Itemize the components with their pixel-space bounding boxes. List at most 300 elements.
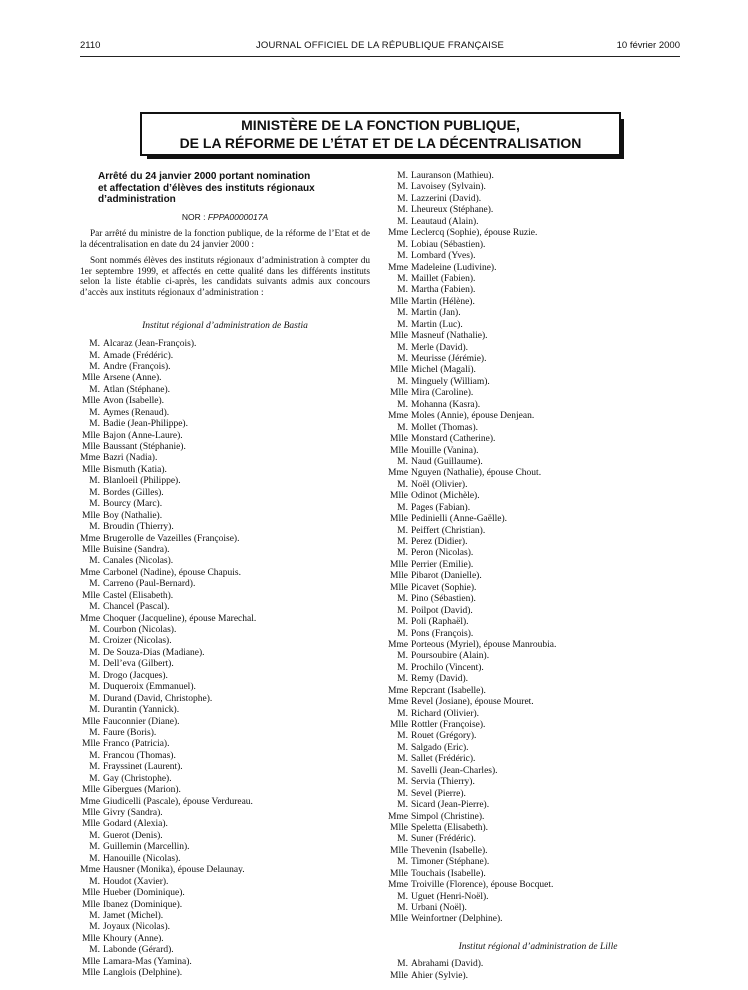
- bastia-name-list-continued: [388, 171, 688, 926]
- person-name: Merle (David).: [411, 342, 468, 353]
- person-name: Odinot (Michèle).: [411, 491, 480, 502]
- civil-title: M.: [89, 762, 100, 773]
- civil-title: M.: [89, 659, 100, 670]
- name-entry: [388, 331, 688, 342]
- name-entry: [388, 526, 688, 537]
- name-entry: [388, 971, 688, 982]
- name-entry: [80, 545, 370, 556]
- name-entry: [388, 514, 688, 525]
- person-name: Arsene (Anne).: [103, 373, 162, 384]
- civil-title: M.: [89, 556, 100, 567]
- person-name: Mira (Caroline).: [411, 388, 474, 399]
- name-entry: [388, 892, 688, 903]
- person-name: Frayssinet (Laurent).: [103, 762, 183, 773]
- person-name: Moles (Annie), épouse Denjean.: [411, 411, 535, 422]
- civil-title: M.: [89, 945, 100, 956]
- person-name: Boy (Nathalie).: [103, 510, 163, 521]
- name-entry: [80, 751, 370, 762]
- name-entry: [388, 731, 688, 742]
- name-entry: [388, 606, 688, 617]
- person-name: Givry (Sandra).: [103, 808, 163, 818]
- person-name: Lheureux (Stéphane).: [411, 205, 494, 216]
- name-entry: [80, 877, 370, 888]
- person-name: Hausner (Monika), épouse Delaunay.: [103, 865, 245, 876]
- name-entry: [80, 488, 370, 499]
- left-column: [80, 171, 370, 980]
- civil-title: M.: [397, 422, 408, 433]
- name-entry: [80, 774, 370, 785]
- civil-title: M.: [397, 479, 408, 490]
- name-entry: [80, 385, 370, 396]
- person-name: Gay (Christophe).: [103, 773, 172, 784]
- nor-reference: [80, 212, 370, 224]
- name-entry: [80, 534, 370, 545]
- name-entry: [388, 194, 688, 205]
- name-entry: [388, 400, 688, 411]
- civil-title: Mlle: [82, 899, 100, 910]
- page-number: 2110: [80, 40, 101, 51]
- name-entry: [388, 297, 688, 308]
- person-name: Pibarot (Danielle).: [411, 571, 482, 582]
- page-header: [80, 40, 680, 54]
- civil-title: M.: [397, 765, 408, 776]
- name-entry: [388, 846, 688, 857]
- name-entry: [388, 228, 688, 239]
- person-name: Drogo (Jacques).: [103, 670, 168, 681]
- civil-title: Mme: [388, 685, 409, 696]
- civil-title: Mme: [388, 411, 409, 422]
- person-name: Servia (Thierry).: [411, 777, 475, 788]
- person-name: Richard (Olivier).: [411, 708, 480, 719]
- civil-title: Mlle: [390, 296, 408, 307]
- name-entry: [80, 339, 370, 350]
- decree-title-line-3: d’administration: [98, 194, 176, 205]
- civil-title: M.: [397, 319, 408, 330]
- person-name: Godard (Alexia).: [103, 819, 168, 830]
- civil-title: M.: [397, 628, 408, 639]
- person-name: Choquer (Jacqueline), épouse Marechal.: [103, 613, 257, 624]
- name-entry: [388, 354, 688, 365]
- civil-title: Mlle: [82, 888, 100, 899]
- civil-title: Mme: [388, 639, 409, 650]
- name-entry: [388, 709, 688, 720]
- person-name: Pages (Fabian).: [411, 502, 471, 513]
- civil-title: M.: [89, 487, 100, 498]
- civil-title: M.: [397, 731, 408, 742]
- name-entry: [388, 743, 688, 754]
- name-entry: [388, 800, 688, 811]
- person-name: Nguyen (Nathalie), épouse Chout.: [411, 468, 542, 479]
- civil-title: Mlle: [390, 822, 408, 833]
- name-entry: [388, 423, 688, 434]
- person-name: Guerot (Denis).: [103, 830, 163, 841]
- right-column: [388, 171, 688, 982]
- person-name: Peron (Nicolas).: [411, 548, 474, 559]
- person-name: Martin (Jan).: [411, 308, 461, 319]
- person-name: Alcaraz (Jean-François).: [103, 339, 197, 350]
- civil-title: M.: [397, 754, 408, 765]
- name-entry: [80, 728, 370, 739]
- name-entry: [80, 625, 370, 636]
- person-name: Lobiau (Sébastien).: [411, 239, 486, 250]
- name-entry: [388, 217, 688, 228]
- person-name: Monstard (Catherine).: [411, 434, 496, 445]
- person-name: Touchais (Isabelle).: [411, 868, 486, 879]
- person-name: Peiffert (Christian).: [411, 525, 486, 536]
- name-entry: [388, 754, 688, 765]
- civil-title: Mlle: [390, 445, 408, 456]
- civil-title: Mme: [388, 262, 409, 273]
- civil-title: M.: [397, 674, 408, 685]
- person-name: Bordes (Gilles).: [103, 487, 164, 498]
- name-entry: [388, 182, 688, 193]
- person-name: Mohanna (Kasra).: [411, 399, 481, 410]
- person-name: Castel (Elisabeth).: [103, 590, 174, 601]
- civil-title: Mlle: [82, 442, 100, 452]
- civil-title: Mme: [388, 811, 409, 822]
- name-entry: [80, 911, 370, 922]
- person-name: Martha (Fabien).: [411, 285, 476, 296]
- person-name: Avon (Isabelle).: [103, 396, 165, 407]
- name-entry: [388, 491, 688, 502]
- name-entry: [388, 251, 688, 262]
- name-entry: [388, 560, 688, 571]
- civil-title: Mlle: [390, 571, 408, 582]
- person-name: Masneuf (Nathalie).: [411, 331, 488, 342]
- civil-title: M.: [397, 239, 408, 250]
- name-entry: [388, 880, 688, 891]
- name-entry: [80, 499, 370, 510]
- civil-title: M.: [397, 800, 408, 811]
- civil-title: M.: [397, 205, 408, 216]
- person-name: Sicard (Jean-Pierre).: [411, 800, 490, 811]
- name-entry: [80, 957, 370, 968]
- civil-title: Mlle: [390, 388, 408, 399]
- civil-title: Mlle: [82, 590, 100, 601]
- name-entry: [388, 914, 688, 925]
- name-entry: [388, 869, 688, 880]
- person-name: Mouille (Vanina).: [411, 445, 479, 456]
- civil-title: Mme: [388, 468, 409, 479]
- person-name: Savelli (Jean-Charles).: [411, 765, 498, 776]
- person-name: Poilpot (David).: [411, 605, 473, 616]
- civil-title: Mlle: [390, 365, 408, 376]
- name-entry: [80, 934, 370, 945]
- civil-title: Mlle: [390, 720, 408, 730]
- name-entry: [80, 888, 370, 899]
- name-entry: [80, 717, 370, 728]
- person-name: Croizer (Nicolas).: [103, 636, 172, 647]
- civil-title: M.: [89, 773, 100, 784]
- person-name: Ibanez (Dominique).: [103, 899, 183, 910]
- civil-title: M.: [397, 857, 408, 868]
- person-name: Andre (François).: [103, 361, 171, 372]
- civil-title: M.: [397, 548, 408, 559]
- name-entry: [80, 579, 370, 590]
- civil-title: Mlle: [390, 559, 408, 570]
- decree-title: [80, 171, 370, 206]
- civil-title: M.: [397, 399, 408, 410]
- decree-paragraph-2: Sont nommés élèves des instituts régionaux d’administration à compter du 1er septembre 1999, et affectés en cette qualité dans les différents instituts selon la liste établie ci-après, les candidats suivants admis aux concours d’accès aux instituts régionaux d’administration :: [80, 256, 370, 298]
- name-entry: [80, 453, 370, 464]
- person-name: Houdot (Xavier).: [103, 876, 169, 887]
- name-entry: [388, 777, 688, 788]
- civil-title: M.: [89, 750, 100, 761]
- person-name: Buisine (Sandra).: [103, 544, 170, 555]
- civil-title: M.: [89, 625, 100, 635]
- decree-paragraph-1: Par arrêté du ministre de la fonction publique, de la réforme de l’Etat et de la décentralisation en date du 24 janvier 2000 :: [80, 229, 370, 250]
- civil-title: M.: [89, 350, 100, 361]
- name-entry: [80, 785, 370, 796]
- name-entry: [80, 705, 370, 716]
- name-entry: [80, 636, 370, 647]
- name-entry: [388, 411, 688, 422]
- civil-title: M.: [89, 727, 100, 738]
- name-entry: [388, 503, 688, 514]
- person-name: Troiville (Florence), épouse Bocquet.: [411, 880, 554, 891]
- civil-title: M.: [89, 670, 100, 681]
- person-name: Baussant (Stéphanie).: [103, 442, 186, 452]
- person-name: Perez (Didier).: [411, 537, 468, 547]
- name-entry: [388, 263, 688, 274]
- person-name: Weinfortner (Delphine).: [411, 914, 503, 925]
- civil-title: Mlle: [390, 970, 408, 981]
- civil-title: Mlle: [390, 845, 408, 856]
- journal-title: JOURNAL OFFICIEL DE LA RÉPUBLIQUE FRANÇAISE: [255, 40, 505, 51]
- name-entry: [80, 865, 370, 876]
- person-name: Franco (Patricia).: [103, 739, 170, 750]
- civil-title: M.: [397, 617, 408, 628]
- person-name: Madeleine (Ludivine).: [411, 262, 497, 273]
- person-name: Meurisse (Jérémie).: [411, 354, 487, 364]
- person-name: Suner (Frédéric).: [411, 834, 476, 845]
- name-entry: [80, 465, 370, 476]
- person-name: Picavet (Sophie).: [411, 582, 477, 593]
- person-name: Jamet (Michel).: [103, 910, 164, 921]
- person-name: Abrahami (David).: [411, 959, 484, 970]
- person-name: Speletta (Elisabeth).: [411, 822, 489, 833]
- person-name: Rottler (Françoise).: [411, 720, 486, 730]
- civil-title: M.: [397, 502, 408, 513]
- civil-title: Mlle: [82, 373, 100, 384]
- name-entry: [80, 419, 370, 430]
- civil-title: Mme: [80, 567, 101, 578]
- name-entry: [388, 640, 688, 651]
- person-name: Broudin (Thierry).: [103, 522, 174, 533]
- name-entry: [80, 842, 370, 853]
- civil-title: M.: [89, 636, 100, 647]
- person-name: Thevenin (Isabelle).: [411, 845, 488, 856]
- civil-title: M.: [89, 682, 100, 693]
- civil-title: M.: [397, 182, 408, 193]
- civil-title: M.: [89, 339, 100, 350]
- person-name: Timoner (Stéphane).: [411, 857, 490, 868]
- person-name: Blanloeil (Philippe).: [103, 476, 181, 487]
- person-name: Bismuth (Katia).: [103, 464, 167, 475]
- civil-title: Mlle: [82, 464, 100, 475]
- name-entry: [80, 511, 370, 522]
- civil-title: Mlle: [82, 785, 100, 796]
- civil-title: Mlle: [82, 716, 100, 727]
- name-entry: [80, 945, 370, 956]
- civil-title: M.: [397, 273, 408, 284]
- civil-title: M.: [89, 384, 100, 395]
- civil-title: M.: [397, 525, 408, 536]
- name-entry: [388, 548, 688, 559]
- decree-title-line-1: Arrêté du 24 janvier 2000 portant nomination: [98, 171, 311, 182]
- civil-title: M.: [397, 193, 408, 204]
- civil-title: M.: [397, 251, 408, 262]
- name-entry: [388, 720, 688, 731]
- name-entry: [388, 285, 688, 296]
- name-entry: [388, 320, 688, 331]
- name-entry: [388, 823, 688, 834]
- person-name: Labonde (Gérard).: [103, 945, 174, 956]
- person-name: Faure (Boris).: [103, 727, 157, 738]
- name-entry: [80, 522, 370, 533]
- person-name: Leclercq (Sophie), épouse Ruzie.: [411, 228, 538, 239]
- civil-title: M.: [89, 830, 100, 841]
- civil-title: Mlle: [82, 430, 100, 441]
- person-name: Durand (David, Christophe).: [103, 693, 213, 704]
- person-name: Joyaux (Nicolas).: [103, 922, 171, 933]
- name-entry: [388, 468, 688, 479]
- bastia-name-list: [80, 339, 370, 980]
- civil-title: M.: [397, 708, 408, 719]
- person-name: Aymes (Renaud).: [103, 407, 170, 418]
- person-name: Giudicelli (Pascale), épouse Verdureau.: [103, 796, 253, 807]
- person-name: Brugerolle de Vazeilles (Françoise).: [103, 533, 240, 544]
- institute-heading-lille: Institut régional d’administration de Lille: [458, 941, 618, 952]
- civil-title: M.: [89, 579, 100, 590]
- person-name: Lauranson (Mathieu).: [411, 171, 494, 181]
- name-entry: [80, 568, 370, 579]
- person-name: Hueber (Dominique).: [103, 888, 185, 899]
- name-entry: [80, 831, 370, 842]
- name-entry: [80, 556, 370, 567]
- name-entry: [80, 762, 370, 773]
- civil-title: M.: [397, 662, 408, 673]
- name-entry: [388, 903, 688, 914]
- civil-title: Mlle: [82, 510, 100, 521]
- civil-title: M.: [397, 537, 408, 547]
- person-name: Hanouille (Nicolas).: [103, 853, 181, 864]
- person-name: Langlois (Delphine).: [103, 968, 183, 979]
- civil-title: M.: [397, 342, 408, 353]
- name-entry: [388, 434, 688, 445]
- person-name: Pons (François).: [411, 628, 474, 639]
- civil-title: Mlle: [82, 739, 100, 750]
- name-entry: [388, 766, 688, 777]
- name-entry: [80, 602, 370, 613]
- civil-title: M.: [89, 602, 100, 613]
- name-entry: [388, 377, 688, 388]
- name-entry: [80, 819, 370, 830]
- person-name: Poli (Raphaël).: [411, 617, 469, 628]
- name-entry: [388, 663, 688, 674]
- decree-title-line-2: et affectation d’élèves des instituts régionaux: [98, 182, 315, 194]
- civil-title: Mlle: [390, 914, 408, 925]
- person-name: Salgado (Eric).: [411, 742, 469, 753]
- civil-title: M.: [89, 419, 100, 430]
- civil-title: M.: [397, 171, 408, 181]
- person-name: Maillet (Fabien).: [411, 273, 476, 284]
- person-name: Bourcy (Marc).: [103, 499, 163, 510]
- person-name: Lombard (Yves).: [411, 251, 476, 262]
- civil-title: Mlle: [82, 968, 100, 979]
- ministry-box: [140, 112, 621, 156]
- civil-title: M.: [89, 922, 100, 933]
- person-name: Naud (Guillaume).: [411, 456, 483, 467]
- name-entry: [80, 659, 370, 670]
- person-name: Uguet (Henri-Noël).: [411, 891, 489, 902]
- person-name: Urbani (Noël).: [411, 903, 467, 913]
- person-name: Khoury (Anne).: [103, 933, 164, 944]
- name-entry: [80, 431, 370, 442]
- civil-title: Mlle: [82, 933, 100, 944]
- name-entry: [388, 594, 688, 605]
- name-entry: [388, 789, 688, 800]
- institute-heading-bastia: Institut régional d’administration de Bastia: [142, 320, 308, 331]
- name-entry: [388, 171, 688, 182]
- civil-title: M.: [397, 788, 408, 799]
- civil-title: Mlle: [390, 868, 408, 879]
- lille-name-list: [388, 959, 688, 982]
- civil-title: M.: [397, 216, 408, 227]
- person-name: Pino (Sébastien).: [411, 594, 476, 605]
- person-name: Simpol (Christine).: [411, 811, 485, 822]
- name-entry: [80, 396, 370, 407]
- civil-title: M.: [89, 853, 100, 864]
- person-name: Duqueroix (Emmanuel).: [103, 682, 196, 693]
- name-entry: [388, 457, 688, 468]
- civil-title: Mme: [80, 865, 101, 876]
- person-name: Rouet (Grégory).: [411, 731, 477, 742]
- name-entry: [388, 308, 688, 319]
- name-entry: [388, 446, 688, 457]
- civil-title: M.: [397, 651, 408, 662]
- name-entry: [80, 854, 370, 865]
- person-name: Revel (Josiane), épouse Mouret.: [411, 697, 534, 708]
- person-name: Pedinielli (Anne-Gaëlle).: [411, 514, 508, 525]
- person-name: Remy (David).: [411, 674, 468, 685]
- person-name: Lavoisey (Sylvain).: [411, 182, 486, 193]
- person-name: Repcrant (Isabelle).: [411, 685, 486, 696]
- person-name: Courbon (Nicolas).: [103, 625, 177, 635]
- name-entry: [80, 682, 370, 693]
- name-entry: [80, 900, 370, 911]
- civil-title: M.: [89, 476, 100, 487]
- person-name: Ahier (Sylvie).: [411, 970, 468, 981]
- person-name: Amade (Frédéric).: [103, 350, 174, 361]
- ministry-line-2: DE LA RÉFORME DE L’ÉTAT ET DE LA DÉCENTRALISATION: [179, 135, 582, 151]
- civil-title: M.: [397, 594, 408, 605]
- name-entry: [80, 373, 370, 384]
- name-entry: [388, 537, 688, 548]
- person-name: Dell’eva (Gilbert).: [103, 659, 174, 670]
- name-entry: [388, 388, 688, 399]
- civil-title: Mme: [388, 880, 409, 891]
- name-entry: [388, 697, 688, 708]
- person-name: Gibergues (Marion).: [103, 785, 181, 796]
- name-entry: [80, 648, 370, 659]
- civil-title: M.: [89, 910, 100, 921]
- person-name: Bazri (Nadia).: [103, 453, 158, 464]
- person-name: Mollet (Thomas).: [411, 422, 479, 433]
- name-entry: [80, 591, 370, 602]
- civil-title: Mlle: [82, 544, 100, 555]
- person-name: Bajon (Anne-Laure).: [103, 430, 183, 441]
